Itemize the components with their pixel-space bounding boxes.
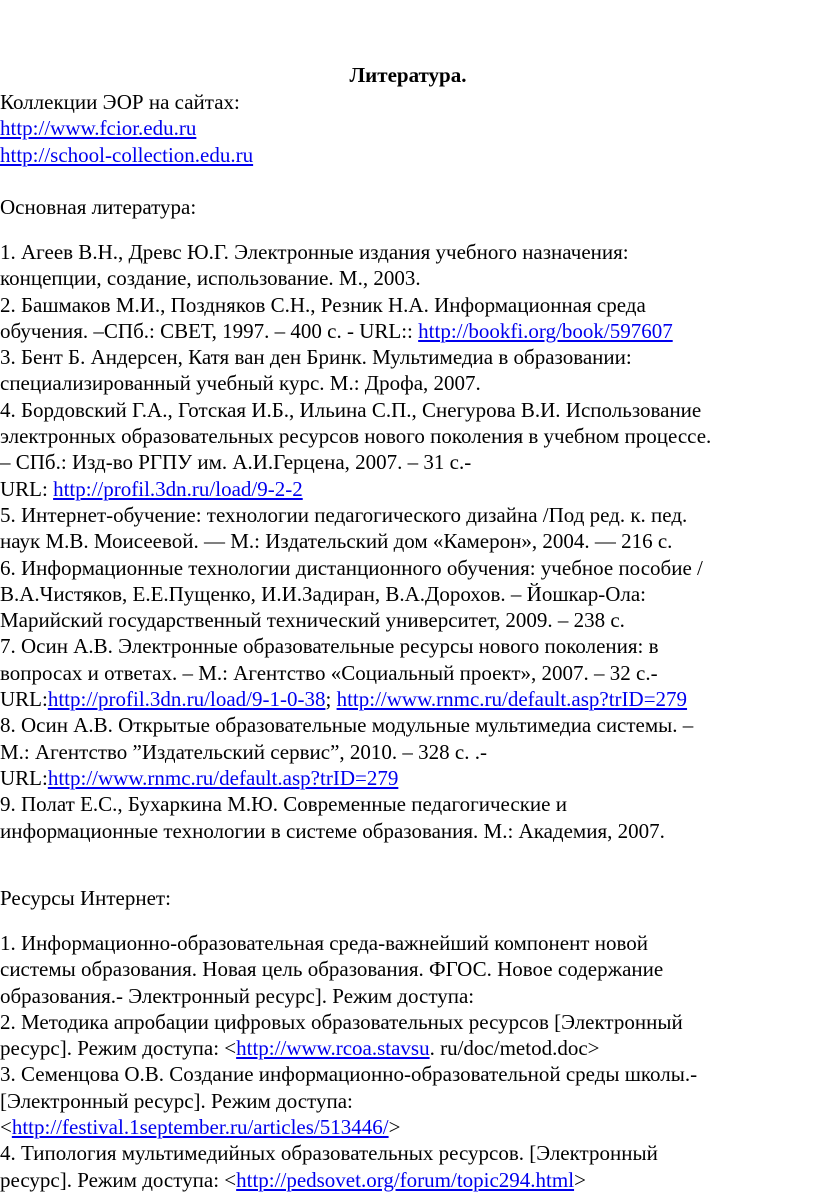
main-literature-list bbox=[0, 239, 800, 844]
list-item: 1. Информационно-образовательная среда-важнейший компонент новой системы образования. Новая цель образования. ФГОС. Новое содержание образования.- Электронный ресурс]. Режим доступа: bbox=[0, 931, 664, 1008]
list-item: 2. Башмаков М.И., Поздняков С.Н., Резник Н.А. Информационная среда обучения. –СПб.: СВЕТ, 1997. – 400 с. - URL:: http://bookfi.org/book/597607 bbox=[0, 292, 673, 343]
internet-resources-heading: Ресурсы Интернет: bbox=[0, 886, 171, 910]
list-item: 4. Типология мультимедийных образовательных ресурсов. [Электронный ресурс]. Режим доступа: <http://pedsovet.org/forum/topic294.html> bbox=[0, 1141, 658, 1192]
link-profil-9-2-2[interactable]: http://profil.3dn.ru/load/9-2-2 bbox=[53, 476, 303, 501]
list-item: 6. Информационные технологии дистанционного обучения: учебное пособие / В.А.Чистяков, Е.Е.Пущенко, И.И.Задиран, В.А.Дорохов. – Йошкар-Ола: Марийский государственный технический университет, 2009. – 238 с. bbox=[0, 555, 703, 633]
list-item: 4. Бордовский Г.А., Готская И.Б., Ильина С.П., Снегурова В.И. Использование электронных образовательных ресурсов нового поколения в учебном процессе. – СПб.: Изд-во РГПУ им. А.И.Герцена, 2007. – 31 с.- URL: http://profil.3dn.ru/load/9-2-2 bbox=[0, 397, 712, 501]
list-item: 8. Осин А.В. Открытые образовательные модульные мультимедиа системы. – М.: Агентство ”Издательский сервис”, 2010. – 328 с. .- URL:http://www.rnmc.ru/default.asp?trID=279 bbox=[0, 713, 694, 790]
link-festival[interactable]: http://festival.1september.ru/articles/513446/ bbox=[11, 1115, 389, 1140]
main-literature-heading: Основная литература: bbox=[0, 195, 197, 219]
link-fcior[interactable]: http://www.fcior.edu.ru bbox=[0, 116, 197, 141]
collections-heading: Коллекции ЭОР на сайтах: bbox=[0, 90, 240, 114]
link-profil-9-1-0-38[interactable]: http://profil.3dn.ru/load/9-1-0-38 bbox=[47, 687, 326, 712]
collections-section bbox=[0, 89, 800, 168]
link-rnmc[interactable]: http://www.rnmc.ru/default.asp?trID=279 bbox=[336, 687, 688, 712]
link-pedsovet[interactable]: http://pedsovet.org/forum/topic294.html bbox=[236, 1167, 575, 1192]
internet-resources-list bbox=[0, 930, 800, 1193]
link-rnmc-2[interactable]: http://www.rnmc.ru/default.asp?trID=279 bbox=[47, 765, 399, 790]
list-item: 3. Семенцова О.В. Создание информационно-образовательной среды школы.- [Электронный ресурс]. Режим доступа: <http://festival.1september.ru/articles/513446/> bbox=[0, 1062, 698, 1140]
link-bookfi[interactable]: http://bookfi.org/book/597607 bbox=[418, 318, 673, 343]
list-item: 1. Агеев В.Н., Древс Ю.Г. Электронные издания учебного назначения: концепции, создание, использование. М., 2003. bbox=[0, 240, 629, 291]
page-title: Литература. bbox=[349, 63, 467, 87]
list-item: 7. Осин А.В. Электронные образовательные ресурсы нового поколения: в вопросах и ответах. – М.: Агентство «Социальный проект», 2007. – 32 с.- URL:http://profil.3dn.ru/load/9-1-0-38; http://www.rnmc.ru/default.asp?trID=279 bbox=[0, 634, 688, 712]
link-rcoa[interactable]: http://www.rcoa.stavsu bbox=[236, 1036, 430, 1061]
link-school-collection[interactable]: http://school-collection.edu.ru bbox=[0, 142, 254, 167]
list-item: 3. Бент Б. Андерсен, Катя ван ден Бринк. Мультимедиа в образовании: специализированный учебный курс. М.: Дрофа, 2007. bbox=[0, 345, 632, 396]
list-item: 9. Полат Е.С., Бухаркина М.Ю. Современные педагогические и информационные технологии в системе образования. М.: Академия, 2007. bbox=[0, 792, 665, 843]
list-item: 5. Интернет-обучение: технологии педагогического дизайна /Под ред. к. пед. наук М.В. Моисеевой. — М.: Издательский дом «Камерон», 2004. — 216 с. bbox=[0, 502, 688, 554]
list-item: 2. Методика апробации цифровых образовательных ресурсов [Электронный ресурс]. Режим доступа: <http://www.rcoa.stavsu. ru/doc/metod.doc> bbox=[0, 1009, 683, 1061]
